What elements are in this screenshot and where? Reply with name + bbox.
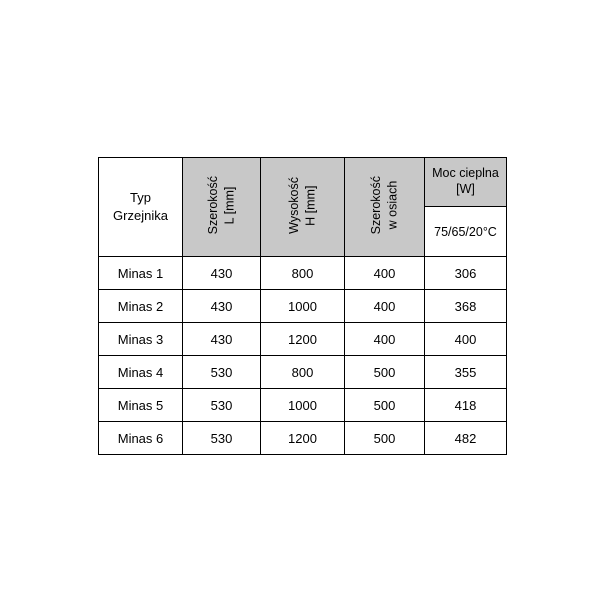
cell-type: Minas 5 — [99, 389, 183, 422]
radiator-spec-table — [98, 157, 507, 455]
header-axes-text — [368, 176, 401, 234]
cell-axes: 500 — [345, 389, 425, 422]
header-height-h — [261, 158, 345, 257]
header-width-l-line1: Szerokość — [206, 176, 221, 235]
cell-power: 418 — [425, 389, 507, 422]
header-width-l — [183, 158, 261, 257]
cell-width-l: 430 — [183, 323, 261, 356]
header-power-inner — [425, 158, 506, 256]
cell-power: 355 — [425, 356, 507, 389]
cell-type: Minas 6 — [99, 422, 183, 455]
cell-type: Minas 1 — [99, 257, 183, 290]
table-row — [99, 257, 507, 290]
table-header — [99, 158, 507, 257]
cell-axes: 400 — [345, 290, 425, 323]
header-type — [99, 158, 183, 257]
header-height-h-text — [286, 177, 319, 234]
table-body — [99, 257, 507, 455]
cell-width-l: 530 — [183, 422, 261, 455]
cell-height-h: 1000 — [261, 389, 345, 422]
cell-height-h: 1000 — [261, 290, 345, 323]
cell-power: 482 — [425, 422, 507, 455]
header-height-h-line2: H [mm] — [303, 185, 318, 226]
cell-power: 368 — [425, 290, 507, 323]
header-power-condition: 75/65/20°C — [425, 207, 506, 256]
table-row — [99, 290, 507, 323]
cell-width-l: 430 — [183, 290, 261, 323]
table-row — [99, 389, 507, 422]
header-height-h-line1: Wysokość — [287, 177, 302, 234]
cell-power: 400 — [425, 323, 507, 356]
cell-axes: 500 — [345, 422, 425, 455]
header-axes-line1: Szerokość — [369, 176, 384, 235]
table-row — [99, 323, 507, 356]
cell-height-h: 1200 — [261, 323, 345, 356]
cell-axes: 500 — [345, 356, 425, 389]
header-type-line2: Grzejnika — [113, 208, 168, 223]
cell-width-l: 530 — [183, 356, 261, 389]
header-power-line2: [W] — [456, 182, 475, 196]
cell-type: Minas 2 — [99, 290, 183, 323]
table-header-row — [99, 158, 507, 257]
cell-height-h: 800 — [261, 356, 345, 389]
cell-axes: 400 — [345, 257, 425, 290]
header-power — [425, 158, 507, 257]
header-axes-line2: w osiach — [385, 181, 400, 230]
cell-axes: 400 — [345, 323, 425, 356]
cell-type: Minas 4 — [99, 356, 183, 389]
header-width-l-line2: L [mm] — [222, 186, 237, 225]
cell-power: 306 — [425, 257, 507, 290]
radiator-spec-table-container — [98, 157, 506, 455]
header-type-line1: Typ — [130, 190, 151, 206]
table-row — [99, 422, 507, 455]
header-power-line1: Moc cieplna — [432, 166, 499, 181]
header-power-title — [425, 158, 506, 207]
cell-height-h: 800 — [261, 257, 345, 290]
table-row — [99, 356, 507, 389]
cell-type: Minas 3 — [99, 323, 183, 356]
header-axes — [345, 158, 425, 257]
cell-height-h: 1200 — [261, 422, 345, 455]
cell-width-l: 530 — [183, 389, 261, 422]
header-width-l-text — [205, 176, 238, 234]
cell-width-l: 430 — [183, 257, 261, 290]
